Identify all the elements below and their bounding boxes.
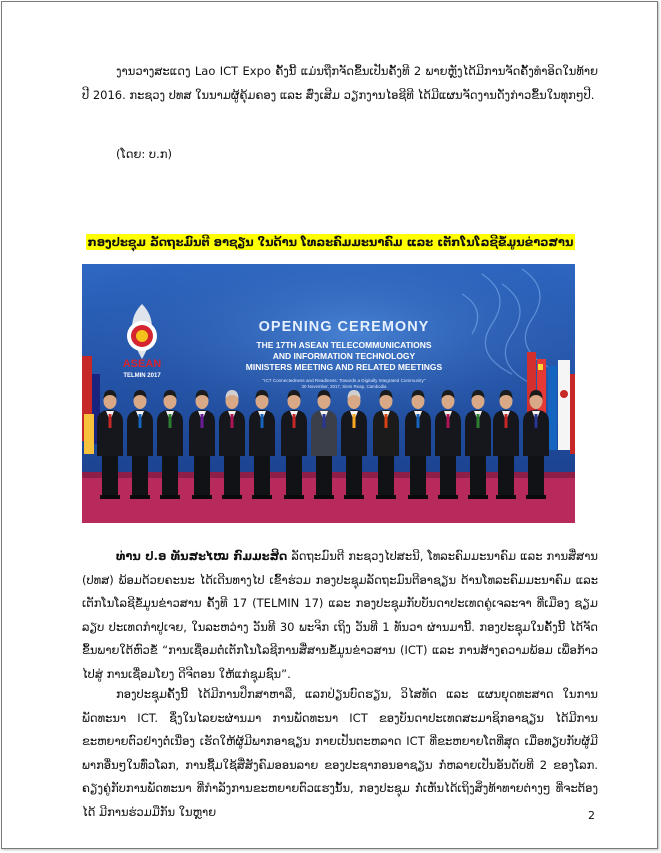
banner-line-6: 30 November, 2017, Siem Reap, Cambodia: [301, 384, 387, 389]
paragraph-minister: [82, 545, 598, 686]
minister-name: ທ່ານ ປ.ອ ທັນສະໄໝ ກົມມະສິດ: [116, 549, 288, 563]
headline-text: ກອງປະຊຸມ ລັດຖະມົນຕີ ອາຊຽນ ໃນດ້ານ ໂທລະຄົມມະນາຄົມ ແລະ ເຕັກໂນໂລຊີຂໍ້ມູນຂ່າວສານ: [87, 235, 574, 249]
document-page: [1, 1, 658, 849]
page-number: 2: [588, 809, 595, 822]
banner-line-3: AND INFORMATION TECHNOLOGY: [272, 351, 416, 361]
banner-line-5: "ICT Connectedness and Readiness: Towards a Digitally Integrated Community": [262, 378, 426, 383]
photo-illustration: [82, 264, 575, 523]
paragraph-expo: ງານວາງສະແດງ Lao ICT Expo ຄັ້ງນີ້ ແມ່ນຖືກຈັດຂຶ້ນເປັນຄັ້ງທີ 2 ພາຍຫຼັງໄດ້ມີການຈັດຄັ້ງທຳອິດໃນທ້າຍປີ 2016. ກະຊວງ ປທສ ໃນນາມຜູ້ຄຸ້ມຄອງ ແລະ ສົ່ງເສີມ ວຽກງານໄອຊີທີ ໄດ້ມີແຜນຈັດງານດັ່ງກ່າວຂຶ້ນໃນທຸກໆປີ.: [82, 64, 598, 102]
logo-subtitle: TELMIN 2017: [123, 373, 161, 379]
source-credit: (ໂດຍ: ບ.ກ): [116, 147, 172, 161]
banner-opening-ceremony: OPENING CEREMONY: [258, 319, 430, 335]
paragraph-discussion: ກອງປະຊຸມຄັ້ງນີ້ ໄດ້ມີການປຶກສາຫາລື, ແລກປ່ຽນບົດຮຽນ, ວິໄສທັດ ແລະ ແຜນຍຸດທະສາດ ໃນການພັດທະນາ ICT. ຊຶ່ງໃນໄລຍະຜ່ານມາ ການພັດທະນາ ICT ຂອງບັນດາປະເທດສະມາຊິກອາຊຽນ ໄດ້ມີການຂະຫຍາຍຕົວຢ່າງຕໍ່ເນື່ອງ ເຮັດໃຫ້ຜູ້ມີພາກອາຊຽນ ກາຍເປັນຕະຫລາດ ICT ທີ່ຂະຫຍາຍໂຕທີ່ສຸດ ເມື່ອທຽບກັບຜູ້ມີພາກອື່ນໆໃນທົ່ວໂລກ, ການຊື້ມໃຊ້ສື່ສັງຄົມອອນລາຍ ຂອງປະຊາກອນອາຊຽນ ກໍ່ຫລາຍເປັນອັນດັບທີ 2 ຂອງໂລກ. ຄຽງຄູ່ກັບການພັດທະນາ ທີ່ກຳລັງການຂະຫຍາຍຕົວແຮງນັ້ນ, ກອງປະຊຸມ ກໍ່ເຫັນໄດ້ເຖິງສິ່ງທ້າທາຍຕ່າງໆ ທີ່ຈະຕ້ອງໄດ້ ມີການຮ່ວມມືກັນ ໃນຫຼາຍ: [82, 687, 598, 819]
paragraph-minister-body: ລັດຖະມົນຕີ ກະຊວງໄປສະນີ, ໂທລະຄົມມະນາຄົມ ແລະ ການສື່ສານ (ປທສ) ພ້ອມດ້ວຍຄະນະ ໄດ້ເດີນທາງໄປ ເຂົ້າຮ່ວມ ກອງປະຊຸມລັດຖະມົນຕີອາຊຽນ ດ້ານໂທລະຄົມມະນາຄົມ ແລະ ເຕັກໂນໂລຊີຂໍ້ມູນຂ່າວສານ ຄັ້ງທີ 17 (TELMIN 17) ແລະ ກອງປະຊຸມກັບບັນດາປະເທດຄູ່ເຈລະຈາ ທີ່ເມືອງ ຊຽມລຽບ ປະເທດກຳປູເຈຍ, ໃນລະຫວ່າງ ວັນທີ 30 ພະຈິກ ເຖິງ ວັນທີ 1 ທັນວາ ຜ່ານມານີ້. ກອງປະຊຸມໃນຄັ້ງນີ້ ໄດ້ຈັດຂຶ້ນພາຍໃຕ້ຫົວຂໍ້ “ການເຊື່ອມຕໍ່ເຕັກໂນໂລຊີການສື່ສານຂໍ້ມູນຂ່າວສານ (ICT) ແລະ ການສ້າງຄວາມພ້ອມ ເພື່ອກ້າວໄປສູ່ ການເຊື່ອມໂຍງ ດີຈີຕອນ ໃຫ້ແກ່ຊຸມຊົນ”.: [82, 549, 598, 681]
banner-line-2: THE 17TH ASEAN TELECOMMUNICATIONS: [256, 340, 432, 350]
logo-title: ASEAN: [122, 358, 162, 370]
banner-line-4: MINISTERS MEETING AND RELATED MEETINGS: [245, 362, 443, 372]
meeting-photo: [82, 264, 575, 523]
article-headline: [2, 231, 658, 250]
